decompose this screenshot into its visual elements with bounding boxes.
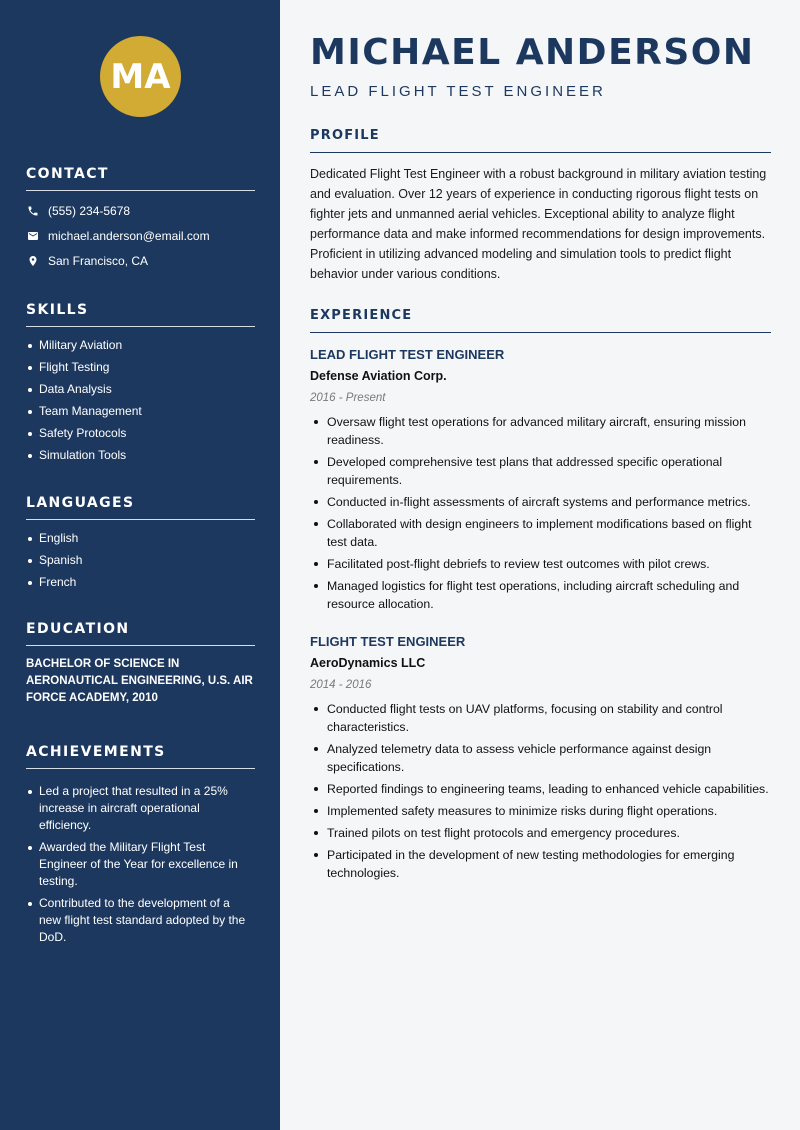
contact-location [26,252,255,269]
list-item: French [26,574,255,591]
achievements-list [26,783,255,946]
profile-section [310,128,771,284]
contact-heading: CONTACT [26,166,255,191]
skills-section [26,302,255,469]
job-company: Defense Aviation Corp. [310,369,447,383]
job-dates: 2016 - Present [310,392,386,404]
email-icon [26,229,39,242]
candidate-title: LEAD FLIGHT TEST ENGINEER [310,83,606,100]
list-item: Analyzed telemetry data to assess vehicle performance against design specifications. [310,740,772,776]
list-item: English [26,530,255,547]
job-dates: 2014 - 2016 [310,679,372,691]
phone-icon [26,204,39,217]
job-entry [310,633,772,886]
profile-text: Dedicated Flight Test Engineer with a robust background in military aviation testing and evaluation. Over 12 years of experience in conducting rigorous flight tests on fighter jets and unmanned aerial vehicles. Exceptional ability to analyze flight performance data and make informed recommendations for design improvements. Proficient in utilizing advanced modeling and simulation tools to predict flight behavior under various conditions. [310,167,767,281]
list-item: Data Analysis [26,381,255,398]
avatar [100,36,181,117]
candidate-name: MICHAEL ANDERSON [310,32,755,73]
list-item: Oversaw flight test operations for advanced military aircraft, ensuring mission readiness. [310,413,772,449]
education-degree: BACHELOR OF SCIENCE IN AERONAUTICAL ENGINEERING, U.S. AIR FORCE ACADEMY, 2010 [26,658,253,704]
location-pin-icon [26,254,39,267]
list-item: Safety Protocols [26,425,255,442]
list-item: Military Aviation [26,337,255,354]
job-entry [310,346,772,617]
job-title: LEAD FLIGHT TEST ENGINEER [310,347,505,362]
job-company: AeroDynamics LLC [310,656,426,670]
job-title: FLIGHT TEST ENGINEER [310,634,466,649]
education-heading: EDUCATION [26,621,255,646]
list-item: Participated in the development of new testing methodologies for emerging technologies. [310,846,772,882]
job-bullets [310,413,772,613]
contact-phone [26,202,255,219]
avatar-initials: MA [110,56,171,97]
achievements-section [26,744,255,951]
list-item: Led a project that resulted in a 25% increase in aircraft operational efficiency. [26,783,255,834]
list-item: Developed comprehensive test plans that addressed specific operational requirements. [310,453,772,489]
list-item: Implemented safety measures to minimize risks during flight operations. [310,802,772,820]
list-item: Simulation Tools [26,447,255,464]
education-section [26,621,255,707]
list-item: Team Management [26,403,255,420]
contact-email [26,227,255,244]
list-item: Trained pilots on test flight protocols and emergency procedures. [310,824,772,842]
list-item: Managed logistics for flight test operations, including aircraft scheduling and resource allocation. [310,577,772,613]
experience-heading: EXPERIENCE [310,308,771,333]
list-item: Contributed to the development of a new flight test standard adopted by the DoD. [26,895,255,946]
location-text: San Francisco, CA [48,253,149,268]
profile-heading: PROFILE [310,128,771,153]
list-item: Awarded the Military Flight Test Engineer of the Year for excellence in testing. [26,839,255,890]
list-item: Conducted flight tests on UAV platforms, focusing on stability and control characteristics. [310,700,772,736]
contact-section [26,166,255,269]
languages-heading: LANGUAGES [26,495,255,520]
list-item: Flight Testing [26,359,255,376]
skills-heading: SKILLS [26,302,255,327]
skills-list [26,337,255,464]
phone-text: (555) 234-5678 [48,203,131,218]
job-bullets [310,700,772,882]
list-item: Collaborated with design engineers to implement modifications based on flight test data. [310,515,772,551]
languages-list [26,530,255,591]
list-item: Spanish [26,552,255,569]
sidebar [0,0,280,1130]
list-item: Conducted in-flight assessments of aircraft systems and performance metrics. [310,493,772,511]
list-item: Reported findings to engineering teams, leading to enhanced vehicle capabilities. [310,780,772,798]
languages-section [26,495,255,596]
experience-section [310,308,771,333]
email-text: michael.anderson@email.com [48,228,210,243]
achievements-heading: ACHIEVEMENTS [26,744,255,769]
list-item: Facilitated post-flight debriefs to review test outcomes with pilot crews. [310,555,772,573]
